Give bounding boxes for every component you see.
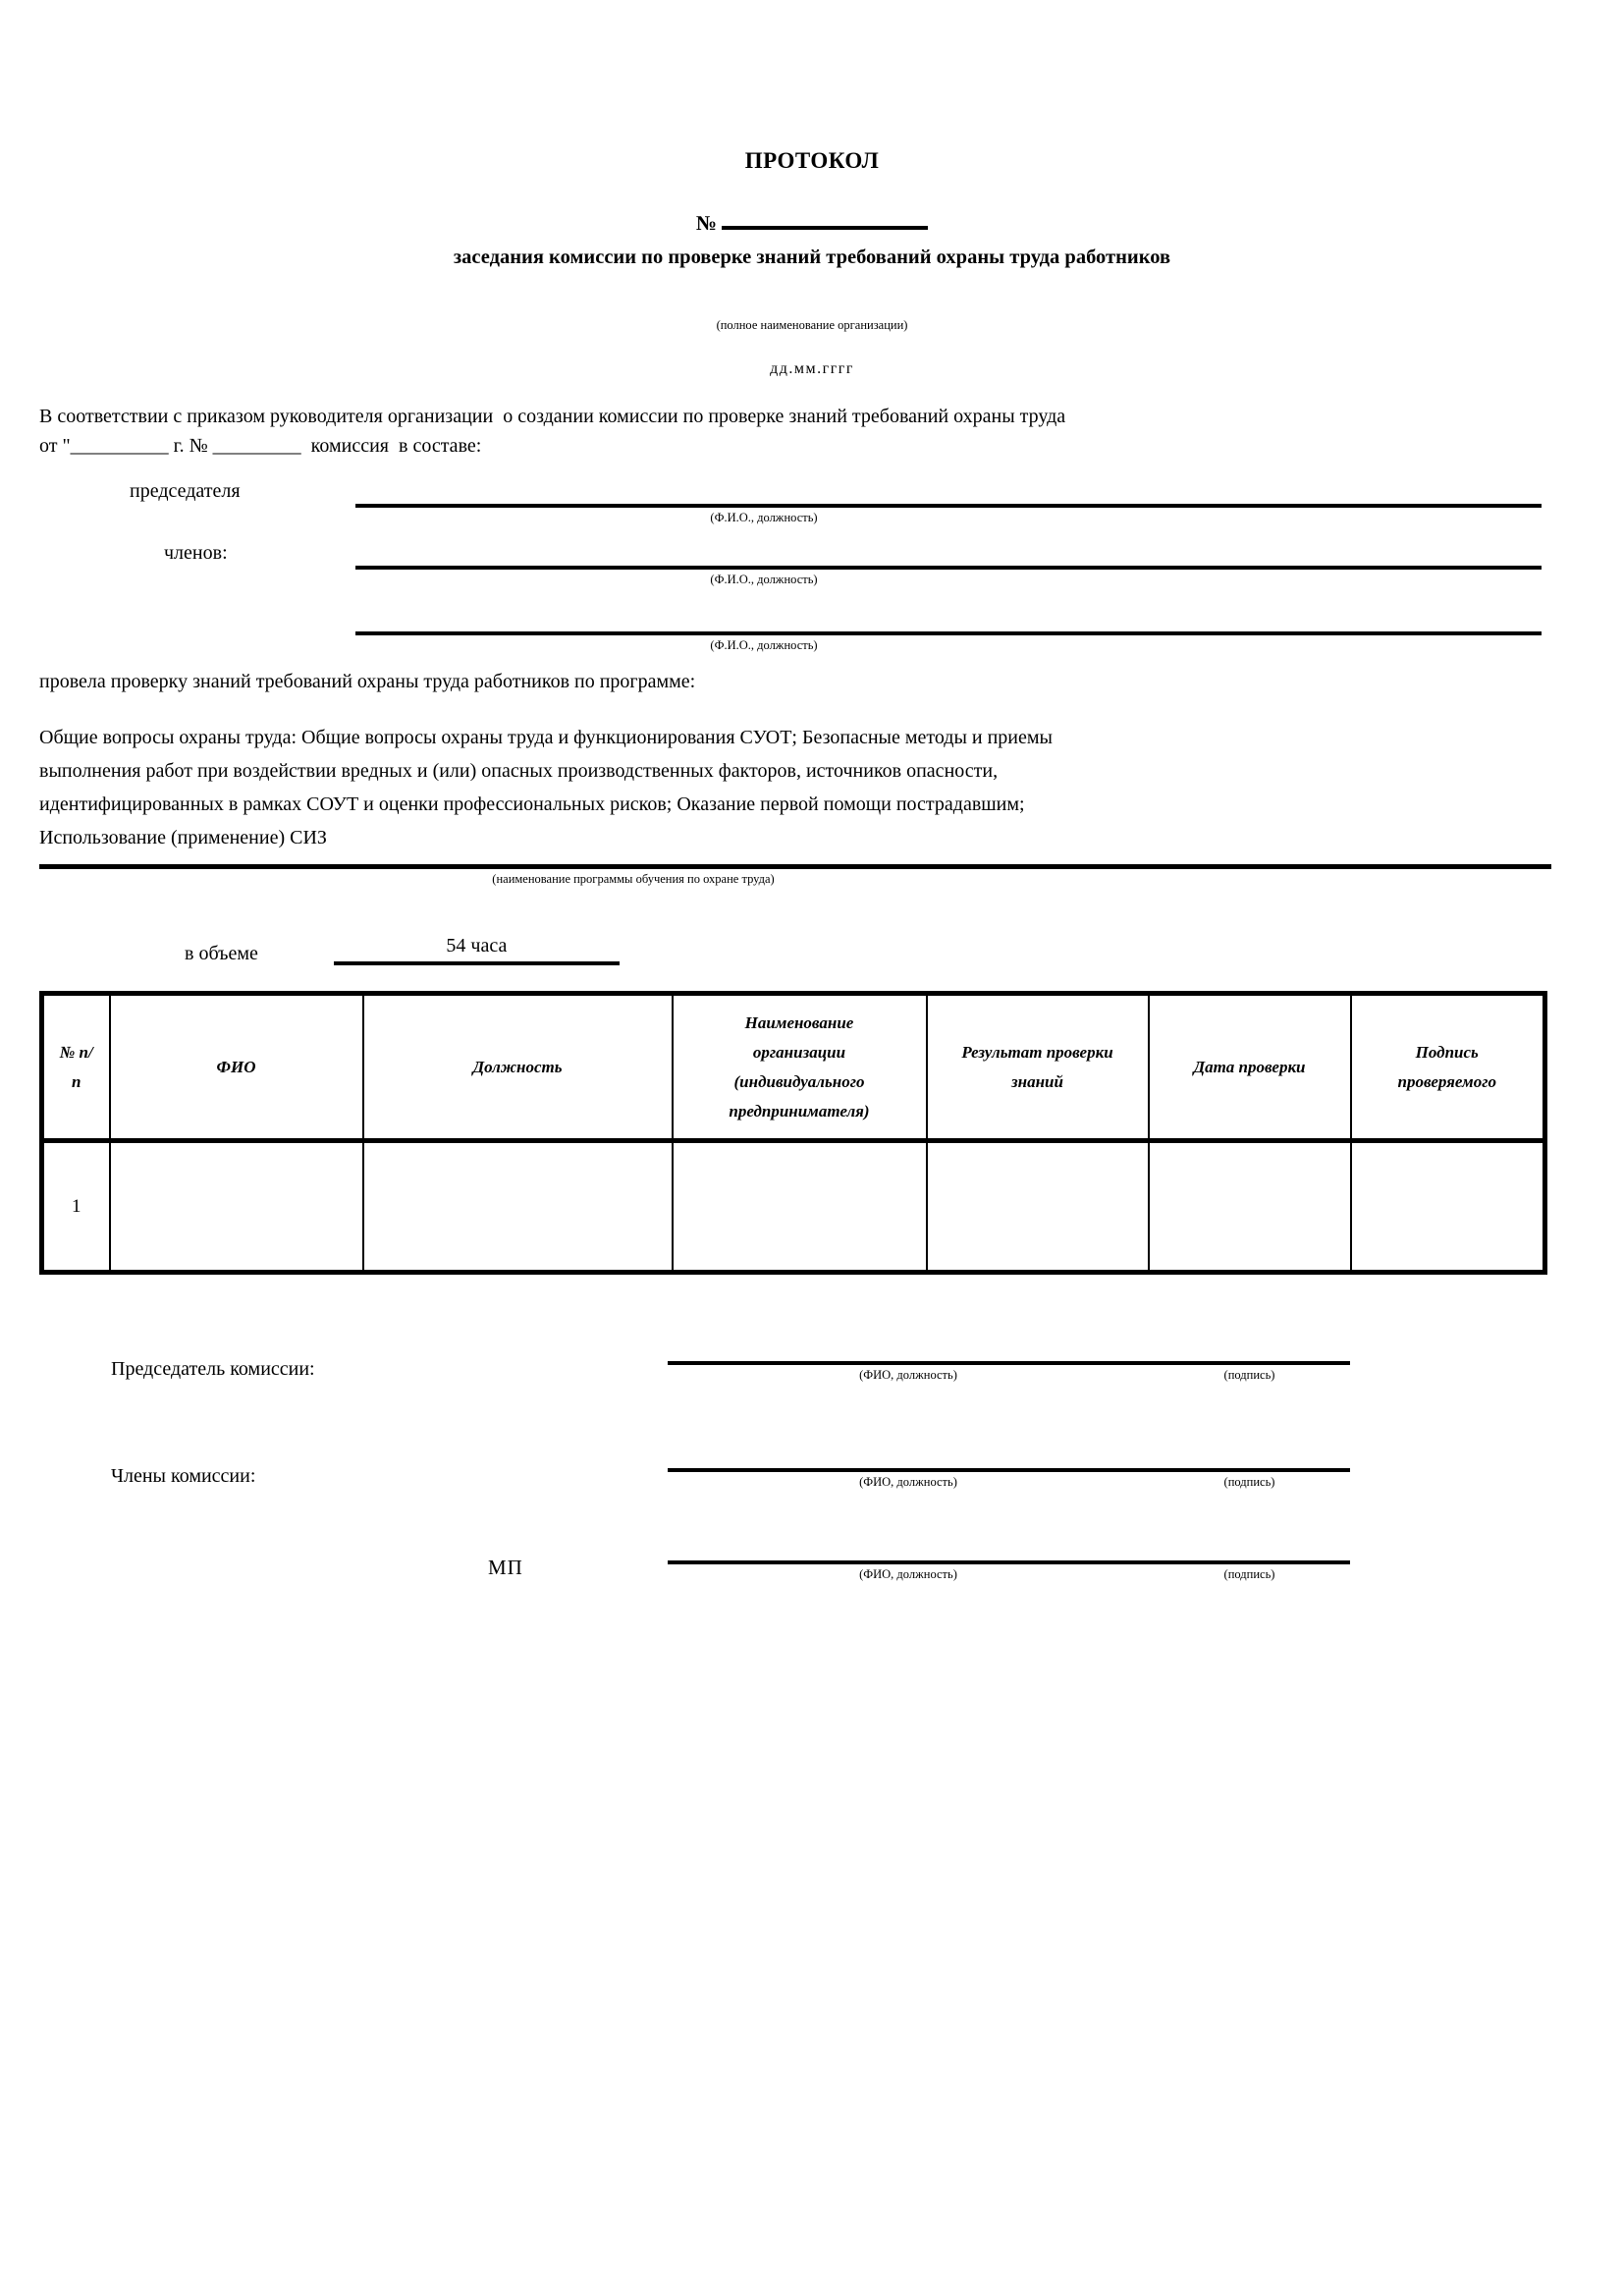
member-row-2 bbox=[39, 608, 1585, 653]
member2-signature-field bbox=[668, 1535, 1350, 1582]
intro-line-1: В соответствии с приказом руководителя организации о создании комиссии по проверке знаний требований охраны труда bbox=[39, 406, 1066, 427]
members-signature-field bbox=[668, 1443, 1350, 1490]
program-name-caption: (наименование программы обучения по охране труда) bbox=[492, 872, 775, 886]
col-header-result: Результат проверки знаний bbox=[927, 994, 1149, 1141]
chairman-signature-row bbox=[39, 1336, 1585, 1383]
chairman-signature-captions bbox=[668, 1365, 1350, 1383]
intro-line-2: от "__________ г. № _________ комиссия в составе: bbox=[39, 435, 482, 457]
col-header-fio: ФИО bbox=[110, 994, 363, 1141]
member-2-field bbox=[355, 608, 1542, 653]
table-row bbox=[42, 1141, 1545, 1273]
member-1-field bbox=[355, 542, 1542, 587]
members-signature-blank-line bbox=[668, 1443, 1350, 1472]
chairman-signature-field bbox=[668, 1336, 1350, 1383]
col-header-signature: Подпись проверяемого bbox=[1351, 994, 1545, 1141]
members-signature-label: Члены комиссии: bbox=[111, 1465, 256, 1487]
cell-signature bbox=[1351, 1141, 1545, 1273]
col-header-num: № п/п bbox=[42, 994, 110, 1141]
chairman-label: председателя bbox=[130, 480, 241, 502]
organization-name-caption: (полное наименование организации) bbox=[716, 318, 908, 332]
volume-label: в объеме bbox=[185, 943, 258, 964]
members-sig-fio-caption: (ФИО, должность) bbox=[859, 1475, 957, 1489]
chairman-fio-caption: (Ф.И.О., должность) bbox=[710, 511, 818, 524]
number-prefix: № bbox=[695, 211, 717, 235]
chairman-sig-sign-caption: (подпись) bbox=[1223, 1368, 1275, 1382]
program-description bbox=[39, 721, 1585, 854]
col-header-date: Дата проверки bbox=[1149, 994, 1351, 1141]
member-row-1 bbox=[39, 542, 1585, 587]
cell-num: 1 bbox=[42, 1141, 110, 1273]
members-signature-row bbox=[39, 1443, 1585, 1490]
cell-fio bbox=[110, 1141, 363, 1273]
chairman-signature-label: Председатель комиссии: bbox=[111, 1358, 315, 1380]
member2-signature-captions bbox=[668, 1564, 1350, 1582]
intro-paragraph bbox=[39, 402, 1585, 461]
chairman-row bbox=[39, 480, 1585, 525]
chairman-sig-fio-caption: (ФИО, должность) bbox=[859, 1368, 957, 1382]
program-line-3: идентифицированных в рамках СОУТ и оценки профессиональных рисков; Оказание первой помощи пострадавшим; bbox=[39, 793, 1025, 815]
chairman-field bbox=[355, 480, 1542, 525]
members-sig-sign-caption: (подпись) bbox=[1223, 1475, 1275, 1489]
member-1-fio-caption: (Ф.И.О., должность) bbox=[710, 573, 818, 586]
document-title: ПРОТОКОЛ bbox=[744, 148, 880, 173]
program-line-2: выполнения работ при воздействии вредных и (или) опасных производственных факторов, источников опасности, bbox=[39, 760, 999, 782]
cell-result bbox=[927, 1141, 1149, 1273]
program-line-1: Общие вопросы охраны труда: Общие вопросы охраны труда и функционирования СУОТ; Безопасные методы и приемы bbox=[39, 727, 1053, 748]
col-header-position: Должность bbox=[363, 994, 673, 1141]
cell-date bbox=[1149, 1141, 1351, 1273]
member2-sig-fio-caption: (ФИО, должность) bbox=[859, 1567, 957, 1581]
col-header-organization: Наименование организации (индивидуального предпринимателя) bbox=[673, 994, 927, 1141]
attendees-table bbox=[39, 991, 1547, 1275]
chairman-blank-line bbox=[355, 480, 1542, 508]
volume-value-field: 54 часа bbox=[334, 935, 620, 965]
document-subtitle: заседания комиссии по проверке знаний требований охраны труда работников bbox=[453, 246, 1171, 268]
member2-sig-sign-caption: (подпись) bbox=[1223, 1567, 1275, 1581]
protocol-number-blank-field bbox=[722, 204, 928, 230]
program-line-4: Использование (применение) СИЗ bbox=[39, 827, 327, 848]
member-1-blank-line bbox=[355, 542, 1542, 570]
members-signature-captions bbox=[668, 1472, 1350, 1490]
date-placeholder: дд.мм.гггг bbox=[770, 360, 854, 377]
program-lead-text: провела проверку знаний требований охраны труда работников по программе: bbox=[39, 671, 696, 692]
protocol-number-row bbox=[39, 204, 1585, 238]
member-2-fio-caption: (Ф.И.О., должность) bbox=[710, 638, 818, 652]
members-label: членов: bbox=[164, 542, 228, 564]
member-2-spacer bbox=[39, 608, 355, 653]
chairman-signature-blank-line bbox=[668, 1336, 1350, 1365]
volume-row bbox=[39, 920, 1585, 965]
member-2-blank-line bbox=[355, 608, 1542, 635]
stamp-label: МП bbox=[488, 1556, 523, 1579]
member2-signature-blank-line bbox=[668, 1535, 1350, 1564]
cell-position bbox=[363, 1141, 673, 1273]
cell-organization bbox=[673, 1141, 927, 1273]
table-header-row bbox=[42, 994, 1545, 1141]
stamp-signature-row bbox=[39, 1535, 1585, 1582]
